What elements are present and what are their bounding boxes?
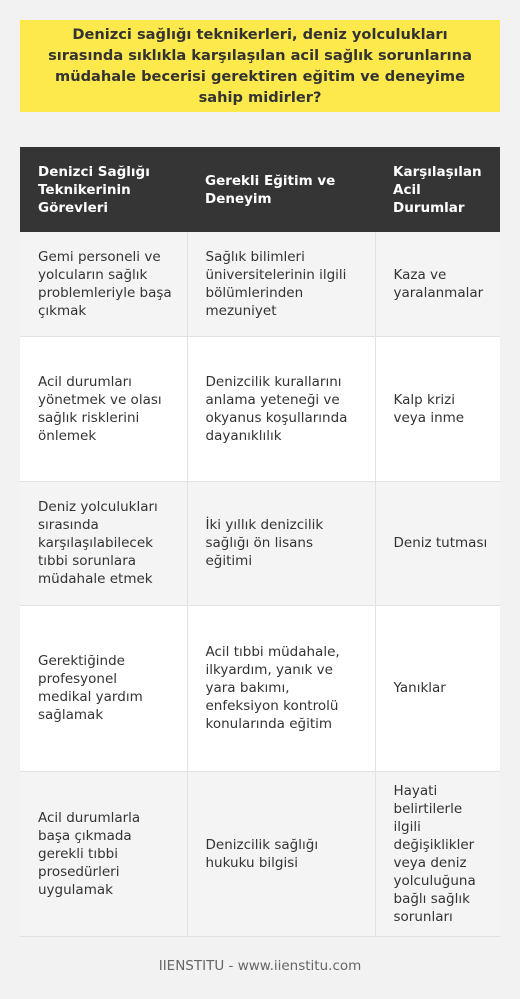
table-cell: Acil durumları yönetmek ve olası sağlık risklerini önlemek — [20, 336, 187, 481]
question-banner — [20, 20, 500, 112]
question-title: Denizci sağlığı teknikerleri, deniz yolculukları sırasında sıklıkla karşılaşılan acil sağlık sorunlarına müdahale becerisi gerektiren eğitim ve deneyime sahip midirler? — [48, 26, 472, 106]
table-row — [20, 605, 500, 771]
table-cell: Gemi personeli ve yolcuların sağlık problemleriyle başa çıkmak — [20, 232, 187, 336]
table-cell: Acil tıbbi müdahale, ilkyardım, yanık ve yara bakımı, enfeksiyon kontrolü konularında eğitim — [187, 605, 375, 771]
table-cell: Kalp krizi veya inme — [375, 336, 500, 481]
table-cell: Hayati belirtilerle ilgili değişiklikler veya deniz yolculuğuna bağlı sağlık sorunları — [375, 771, 500, 936]
header-cell-duties: Denizci Sağlığı Teknikerinin Görevleri — [20, 147, 187, 232]
header-cell-emergencies: Karşılaşılan Acil Durumlar — [375, 147, 500, 232]
table-cell: Denizcilik sağlığı hukuku bilgisi — [187, 771, 375, 936]
table-row — [20, 771, 500, 936]
table-row — [20, 481, 500, 605]
table-cell: Sağlık bilimleri üniversitelerinin ilgili bölümlerinden mezuniyet — [187, 232, 375, 336]
table-cell: Yanıklar — [375, 605, 500, 771]
header-cell-training: Gerekli Eğitim ve Deneyim — [187, 147, 375, 232]
table-cell: Denizcilik kurallarını anlama yeteneği ve okyanus koşullarında dayanıklılık — [187, 336, 375, 481]
comparison-table — [20, 147, 500, 937]
table-cell: İki yıllık denizcilik sağlığı ön lisans eğitimi — [187, 481, 375, 605]
table-cell: Acil durumlarla başa çıkmada gerekli tıbbi prosedürleri uygulamak — [20, 771, 187, 936]
table-row — [20, 232, 500, 336]
table-cell: Deniz tutması — [375, 481, 500, 605]
table-cell: Deniz yolculukları sırasında karşılaşılabilecek tıbbi sorunlara müdahale etmek — [20, 481, 187, 605]
table-cell: Gerektiğinde profesyonel medikal yardım sağlamak — [20, 605, 187, 771]
table-cell: Kaza ve yaralanmalar — [375, 232, 500, 336]
table-header-row — [20, 147, 500, 232]
table-row — [20, 336, 500, 481]
footer-credit: IIENSTITU - www.iienstitu.com — [158, 958, 362, 974]
